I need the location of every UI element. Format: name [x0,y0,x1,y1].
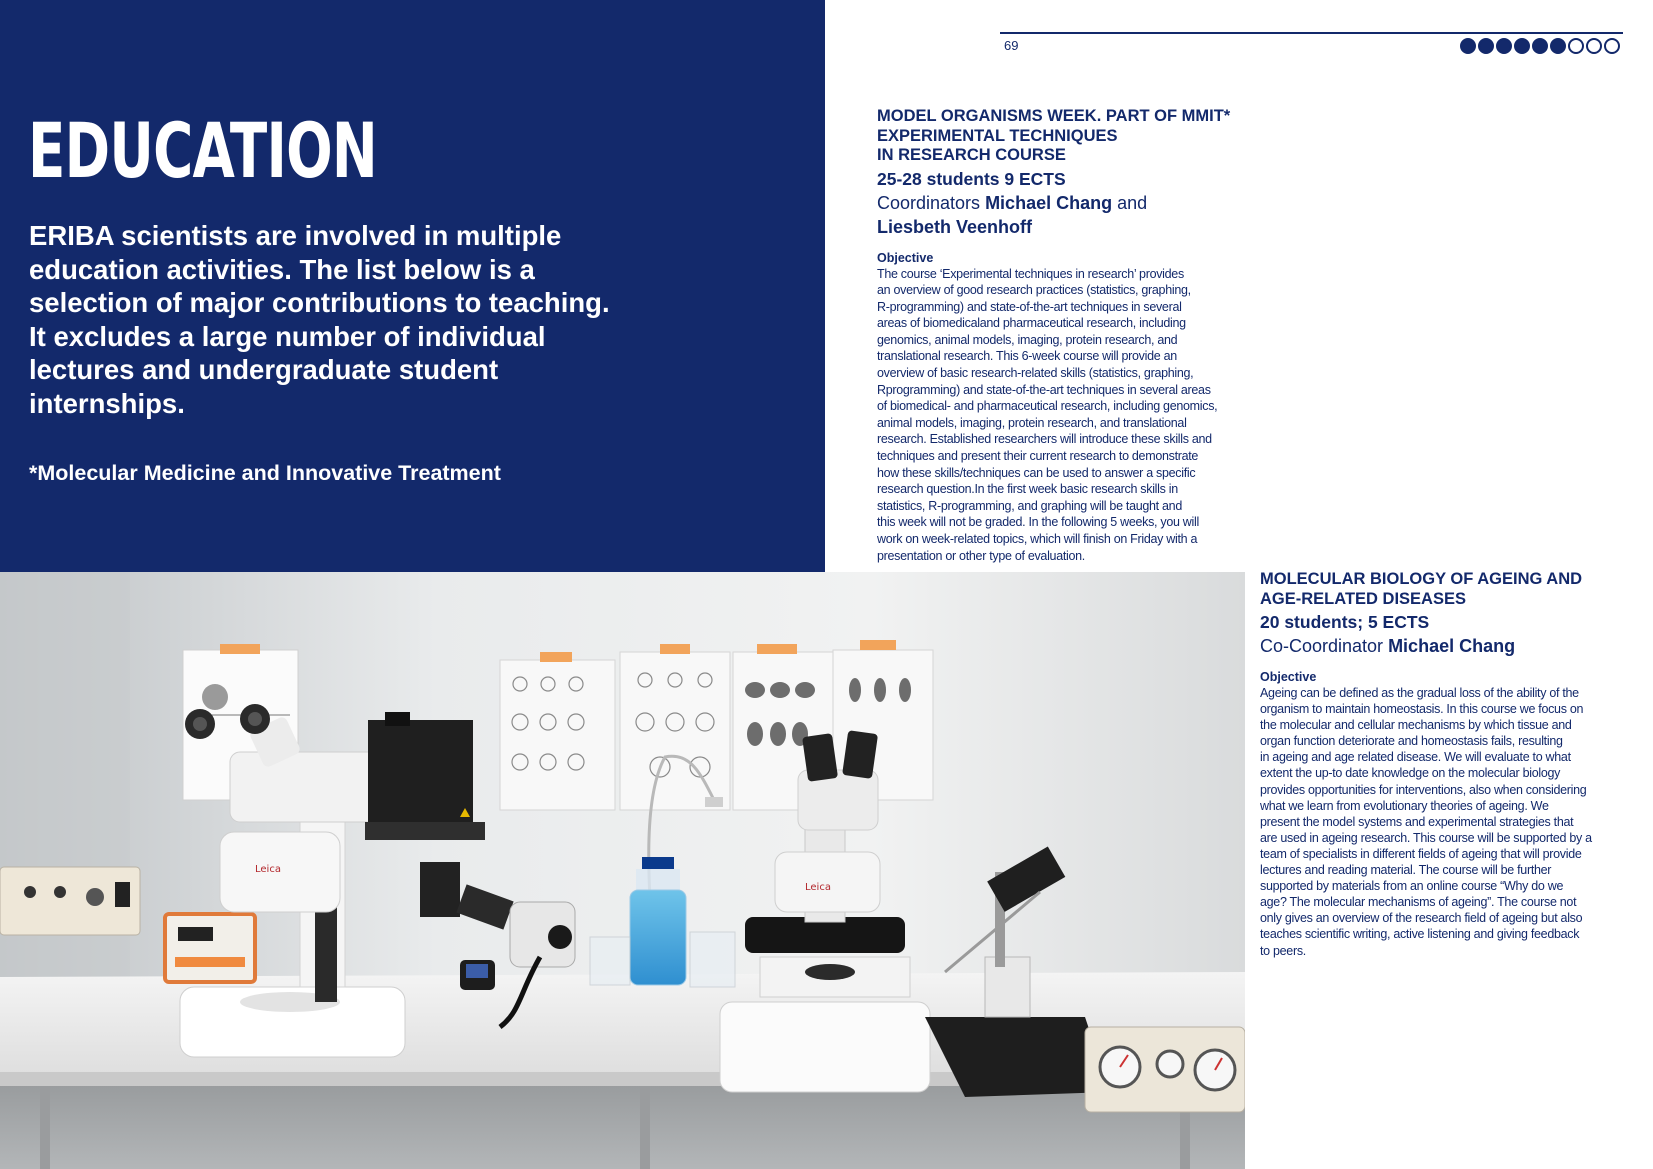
objective-line: extent the up-to date knowledge on the molecular biology [1260,766,1561,781]
progress-dot-filled [1496,38,1512,54]
objective-line: organ function deteriorate and homeostasis fails, resulting [1260,734,1563,749]
objective-line: age? The molecular mechanisms of ageing”. The course not [1260,895,1577,910]
progress-dot-empty [1586,38,1602,54]
objective-line: this week will not be graded. In the following 5 weeks, you will [877,515,1199,530]
course-model-organisms [877,107,1267,564]
objective-line: Rprogramming) and state-of-the-art techniques in several areas [877,382,1211,397]
footnote: *Molecular Medicine and Innovative Treatment [29,461,501,485]
header-rule [1000,32,1623,34]
objective-line: an overview of good research practices (statistics, graphing, [877,283,1191,298]
progress-dot-filled [1478,38,1494,54]
photo-label: Leica [805,882,831,893]
objective-line: Ageing can be defined as the gradual loss of the ability of the [1260,686,1579,700]
objective-line: teaches scientific writing, active listening and giving feedback [1260,927,1580,942]
objective-line: work on week-related topics, which will finish on Friday with a [877,532,1198,546]
objective-line: techniques and present their current research to demonstrate [877,449,1199,464]
objective-line: are used in ageing research. This course will be supported by a [1260,830,1592,845]
progress-dot-empty [1604,38,1620,54]
objective-line: in ageing and age related disease. We will evaluate to what [1260,750,1571,765]
progress-dot-filled [1514,38,1530,54]
course-title-line: MOLECULAR BIOLOGY OF AGEING AND [1260,570,1583,588]
course-title [877,107,1267,166]
objective-line: lectures and reading material. The course will be further [1260,863,1552,878]
objective-line: how these skills/techniques can be used to answer a specific [877,465,1196,480]
objective-line: of biomedical- and pharmaceutical research, including genomics, [877,399,1218,414]
course-title-line: MODEL ORGANISMS WEEK. PART OF MMIT* [877,107,1231,125]
objective-line: statistics, R-programming, and graphing will be taught and [877,498,1182,513]
coordinator-joiner: and [1112,192,1148,213]
objective-text [1260,685,1630,959]
course-molecular-biology-of-ageing [1260,570,1630,959]
progress-dot-filled [1460,38,1476,54]
objective-line: present the model systems and experimental strategies that [1260,814,1574,829]
coordinator-name: Michael Chang [1388,636,1516,656]
objective-line: research question.In the first week basic research skills in [877,482,1178,497]
course-meta: 25-28 students 9 ECTS [877,168,1066,189]
progress-dot-filled [1550,38,1566,54]
objective-label: Objective [877,250,934,265]
objective-line: areas of biomedicaland pharmaceutical research, including [877,316,1186,331]
course-title [1260,570,1630,609]
progress-dots [1460,38,1620,54]
course-title-line: EXPERIMENTAL TECHNIQUES [877,126,1118,145]
objective-line: overview of basic research-related skills (statistics, graphing, [877,366,1194,381]
objective-line: provides opportunities for interventions, also when considering [1260,782,1587,797]
progress-dot-filled [1532,38,1548,54]
lab-photo [0,572,1245,1169]
objective-line: to peers. [1260,943,1306,958]
objective-line: organism to maintain homeostasis. In this course we focus on [1260,702,1584,717]
course-title-line: AGE-RELATED DISEASES [1260,589,1466,608]
course-title-line: IN RESEARCH COURSE [877,146,1066,164]
objective-line: The course ‘Experimental techniques in research’ provides [877,266,1184,281]
course-meta: 20 students; 5 ECTS [1260,612,1430,632]
intro-paragraph: ERIBA scientists are involved in multiple education activities. The list below is a selection of major contributions to teaching. It excludes a large number of individual lectures and undergraduate student internships. [29,220,610,419]
lab-photo-illustration [0,572,1245,1169]
coordinator-name: Michael Chang [985,192,1113,213]
objective-line: genomics, animal models, imaging, protein research, and [877,332,1178,347]
coordinator-prefix: Coordinators [877,192,986,213]
objective-line: the molecular and cellular mechanisms by which tissue and [1260,718,1572,733]
objective-line: presentation or other type of evaluation. [877,548,1085,563]
objective-line: translational research. This 6-week course will provide an [877,349,1177,364]
coordinator-name: Liesbeth Veenhoff [877,216,1033,237]
objective-line: animal models, imaging, protein research, and translational [877,415,1187,430]
progress-dot-empty [1568,38,1584,54]
objective-line: research. Established researchers will introduce these skills and [877,432,1212,447]
objective-line: what we learn from evolutionary theories of ageing. We [1260,798,1549,813]
objective-line: only gives an overview of the research field of ageing but also [1260,911,1583,926]
objective-line: supported by materials from an online course “Why do we [1260,879,1564,894]
page-number: 69 [1004,38,1019,53]
photo-label: Leica [255,864,281,875]
objective-line: team of specialists in different fields of ageing that will provide [1260,846,1582,861]
objective-label: Objective [1260,670,1317,684]
objective-text [877,266,1267,565]
objective-line: R-programming) and state-of-the-art techniques in several [877,299,1182,314]
page-title: EDUCATION [28,106,378,195]
course-coordinators [1260,634,1630,658]
course-coordinators [877,191,1267,239]
hero-panel [0,0,825,572]
coordinator-prefix: Co-Coordinator [1260,636,1389,656]
